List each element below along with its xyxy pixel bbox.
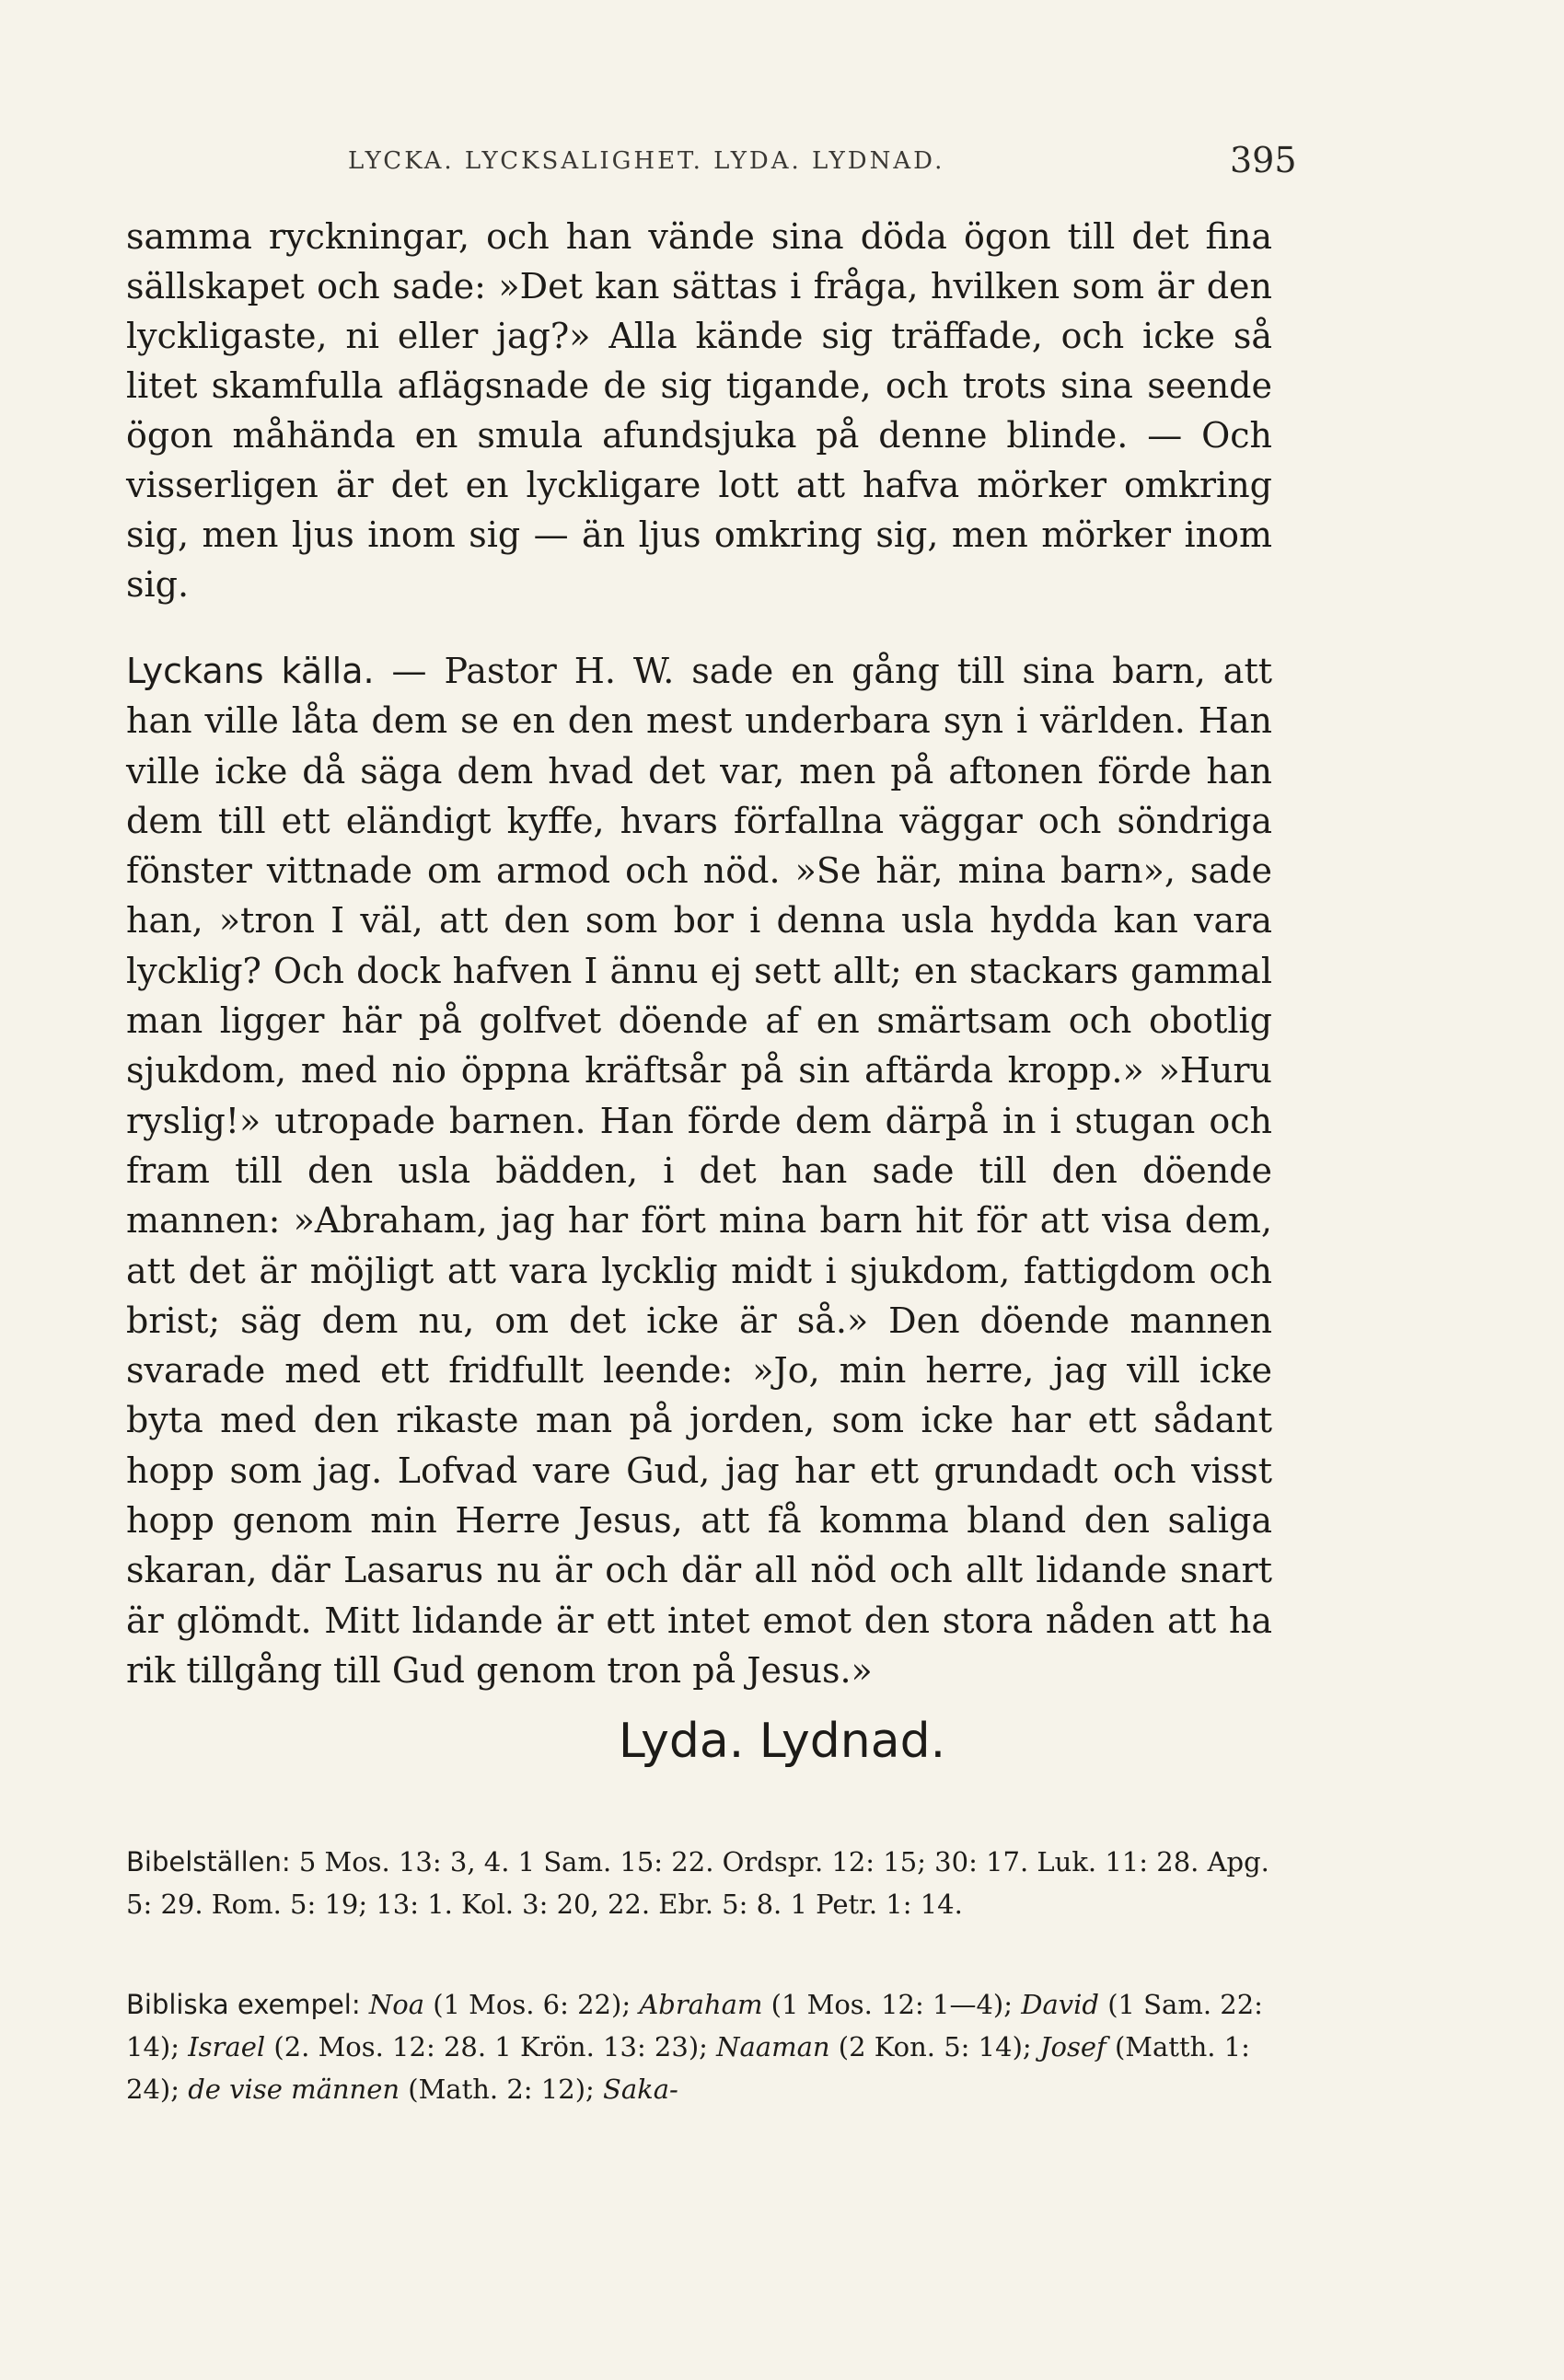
bibelstallen-text: 5 Mos. 13: 3, 4. 1 Sam. 15: 22. Ordspr. 12: 15; 30: 17. Luk. 11: 28. Apg. 5: 29. Rom. 5: 19; 13: 1. Kol. 3: 20, 22. Ebr. 5: 8. 1 Petr. 1: 14. (126, 1846, 1269, 1920)
bibelstallen-label: Bibelställen: (126, 1846, 291, 1877)
exempel-ref: (Math. 2: 12); (400, 2074, 604, 2105)
lyckans-kalla-text: — Pastor H. W. sade en gång till sina barn, att han ville låta dem se en den mest underbara syn i världen. Han ville icke då säga dem hvad det var, men på aftonen förde han dem till ett eländigt kyffe, hvars förfallna väggar och söndriga fönster vittnade om armod och nöd. »Se här, mina barn», sade han, »tron I väl, att den som bor i denna usla hydda kan vara lycklig? Och dock hafven I ännu ej sett allt; en stackars gammal man ligger här på golfvet döende af en smärtsam och obotlig sjukdom, med nio öppna kräftsår på sin aftärda kropp.» »Huru ryslig!» utropade barnen. Han förde dem därpå in i stugan och fram till den usla bädden, i det han sade till den döende mannen: »Abraham, jag har fört mina barn hit för att visa dem, att det är möjligt att vara lycklig midt i sjukdom, fattigdom och brist; säg dem nu, om det icke är så.» Den döende mannen svarade med ett fridfullt leende: »Jo, min herre, jag vill icke byta med den rikaste man på jorden, som icke har ett sådant hopp som jag. Lofvad vare Gud, jag har ett grundadt och visst hopp genom min Herre Jesus, att få komma bland den saliga skaran, där Lasarus nu är och där all nöd och allt lidande snart är glömdt. Mitt lidande är ett intet emot den stora nåden att ha rik tillgång till Gud genom tron på Jesus.» (126, 651, 1272, 1691)
exempel-name: de vise männen (188, 2074, 400, 2105)
paragraph-lyckans-kalla (126, 646, 1272, 1695)
exempel-name: Saka- (603, 2074, 678, 2105)
exempel-name: Noa (368, 1989, 424, 2020)
exempel-ref: (1 Sam. 22: 14); (126, 1989, 1263, 2062)
exempel-ref: (2. Mos. 12: 28. 1 Krön. 13: 23); (265, 2031, 717, 2062)
exempel-name: Naaman (716, 2031, 830, 2062)
exempel-ref: (Matth. 1: 24); (126, 2031, 1250, 2105)
bibliska-exempel-label: Bibliska exempel: (126, 1989, 361, 2020)
exempel-name: Josef (1039, 2031, 1106, 2062)
bibliska-exempel-block (126, 1983, 1272, 2110)
bibelstallen-block (126, 1841, 1272, 1925)
exempel-name: Israel (188, 2031, 266, 2062)
exempel-name: Abraham (639, 1989, 763, 2020)
section-title: Lyda. Lydnad. (618, 1714, 946, 1769)
page-number: 395 (1230, 140, 1297, 180)
exempel-name: David (1021, 1989, 1099, 2020)
paragraph-continuation: samma ryckningar, och han vände sina döda ögon till det fina sällskapet och sade: »Det kan sättas i fråga, hvilken som är den lyckligaste, ni eller jag?» Alla kände sig träffade, och icke så litet skamfulla aflägsnade de sig tigande, och trots sina seende ögon måhända en smula afundsjuka på denne blinde. — Och visserligen är det en lyckligare lott att hafva mörker omkring sig, men ljus inom sig — än ljus omkring sig, men mörker inom sig. (126, 216, 1272, 605)
exempel-ref: (1 Mos. 6: 22); (423, 1989, 640, 2020)
running-head: LYCKA. LYCKSALIGHET. LYDA. LYDNAD. (348, 147, 945, 175)
lyckans-kalla-heading: Lyckans källa. (126, 651, 375, 691)
exempel-ref: (2 Kon. 5: 14); (829, 2031, 1040, 2062)
exempel-ref: (1 Mos. 12: 1—4); (762, 1989, 1022, 2020)
